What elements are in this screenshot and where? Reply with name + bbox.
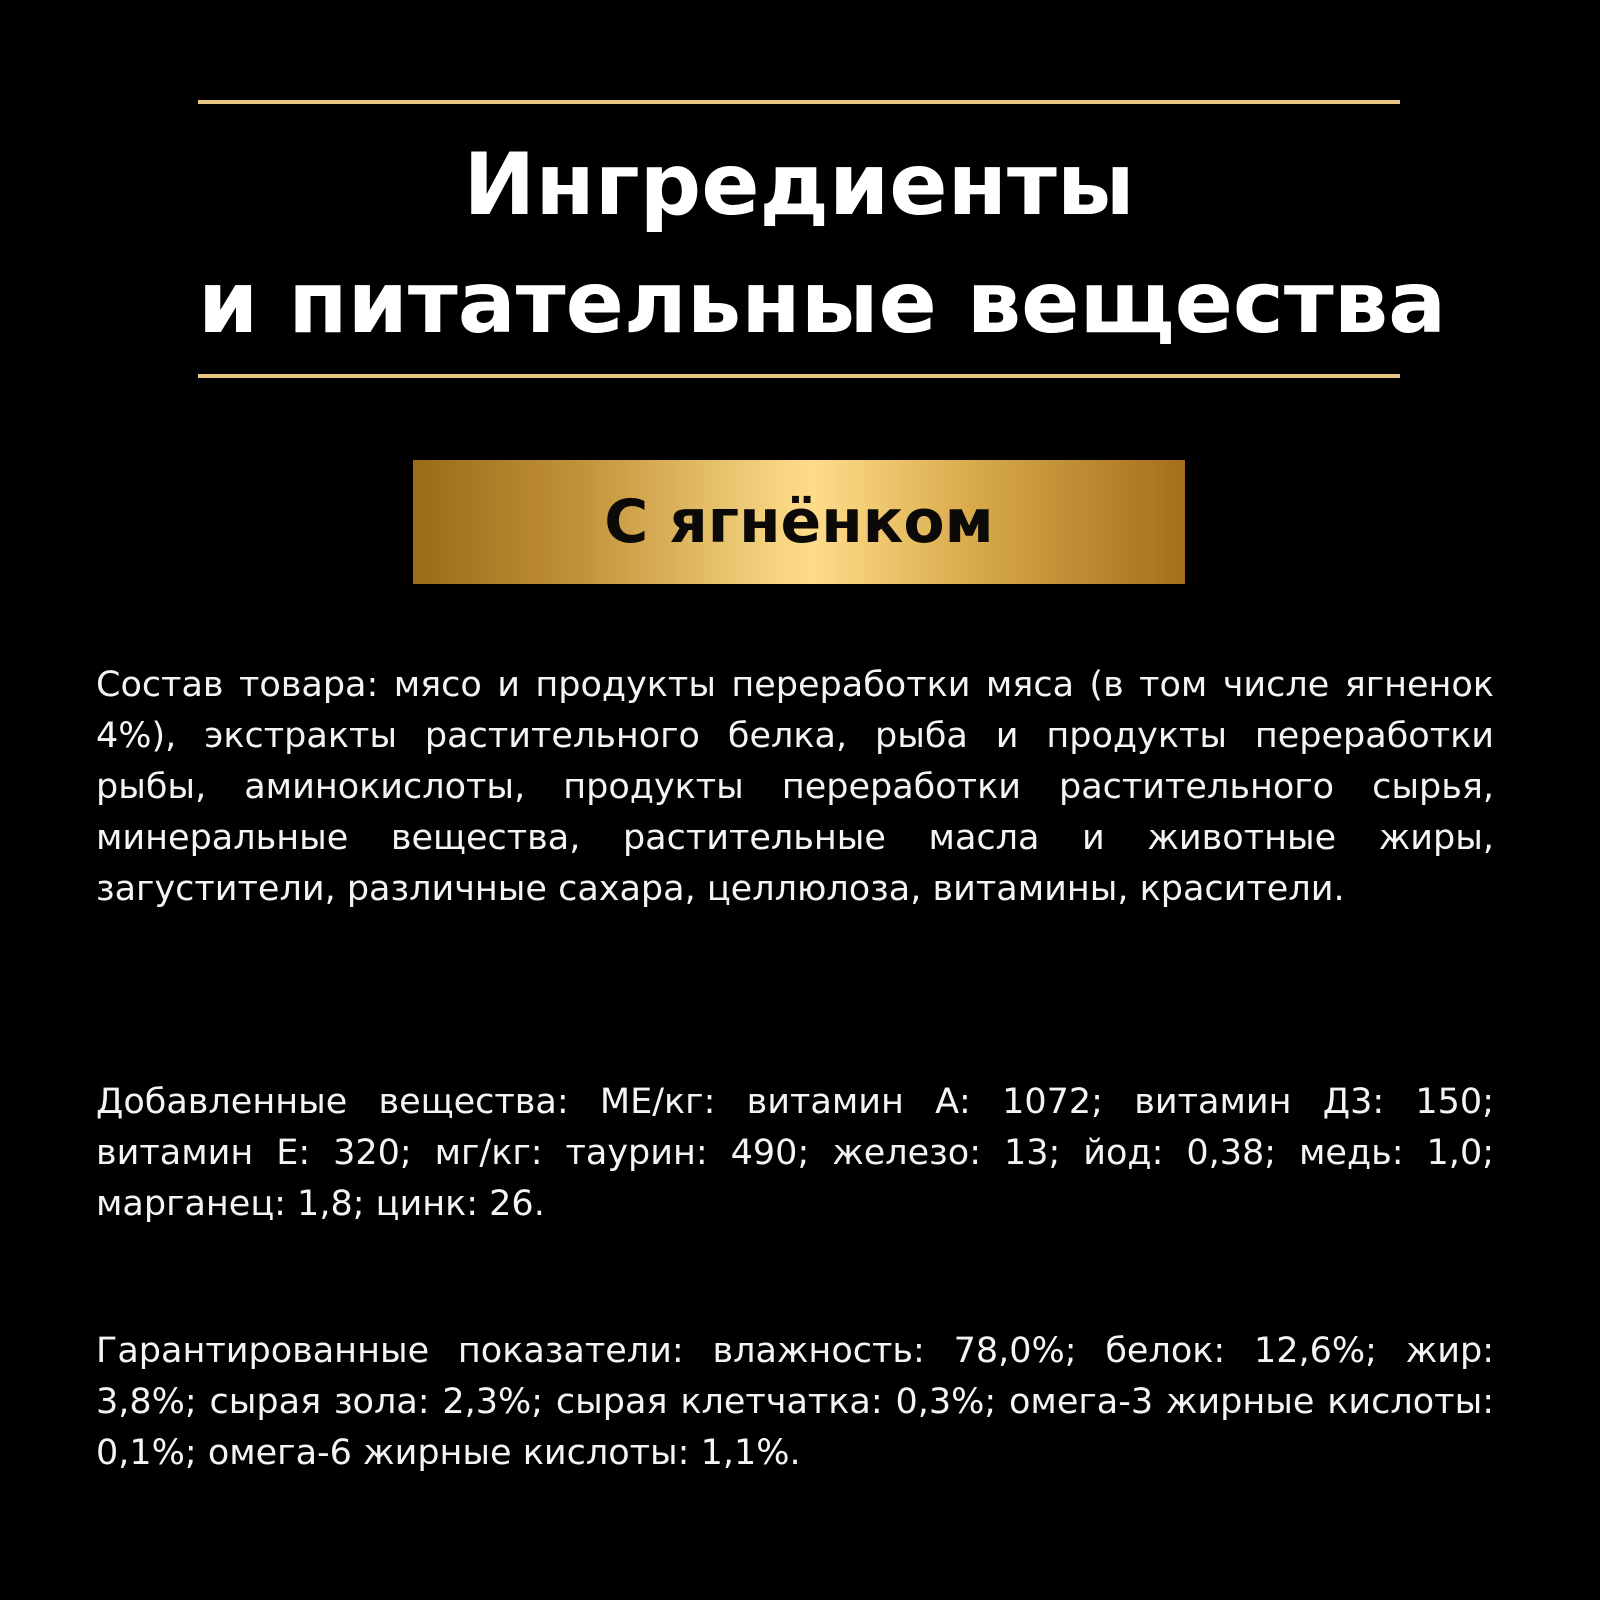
additives-text: Добавленные вещества: МЕ/кг: витамин А: 1072; витамин Д3: 150; витамин Е: 320; мг/кг: таурин: 490; железо: 13; йод: 0,38; медь: 1,0; марганец: 1,8; цинк: 26. bbox=[96, 1082, 1494, 1224]
page-title bbox=[198, 126, 1447, 362]
composition-text: Состав товара: мясо и продукты переработки мяса (в том числе ягненок 4%), экстракты растительного белка, рыба и продукты переработки рыбы, аминокислоты, продукты переработки растительного сырья, минеральные вещества, растительные масла и животные жиры, загустители, различные сахара, целлюлоза, витамины, красители. bbox=[96, 665, 1494, 909]
top-gold-divider bbox=[198, 100, 1400, 104]
title-line-1: Ингредиенты bbox=[463, 135, 1135, 235]
title-line-2: и питательные вещества bbox=[198, 253, 1447, 353]
bottom-gold-divider bbox=[198, 374, 1400, 378]
variant-label: С ягнёнком bbox=[604, 487, 994, 557]
variant-banner bbox=[413, 460, 1185, 584]
guaranteed-analysis-text: Гарантированные показатели: влажность: 78,0%; белок: 12,6%; жир: 3,8%; сырая зола: 2,3%; сырая клетчатка: 0,3%; омега-3 жирные кислоты: 0,1%; омега-6 жирные кислоты: 1,1%. bbox=[96, 1331, 1494, 1473]
